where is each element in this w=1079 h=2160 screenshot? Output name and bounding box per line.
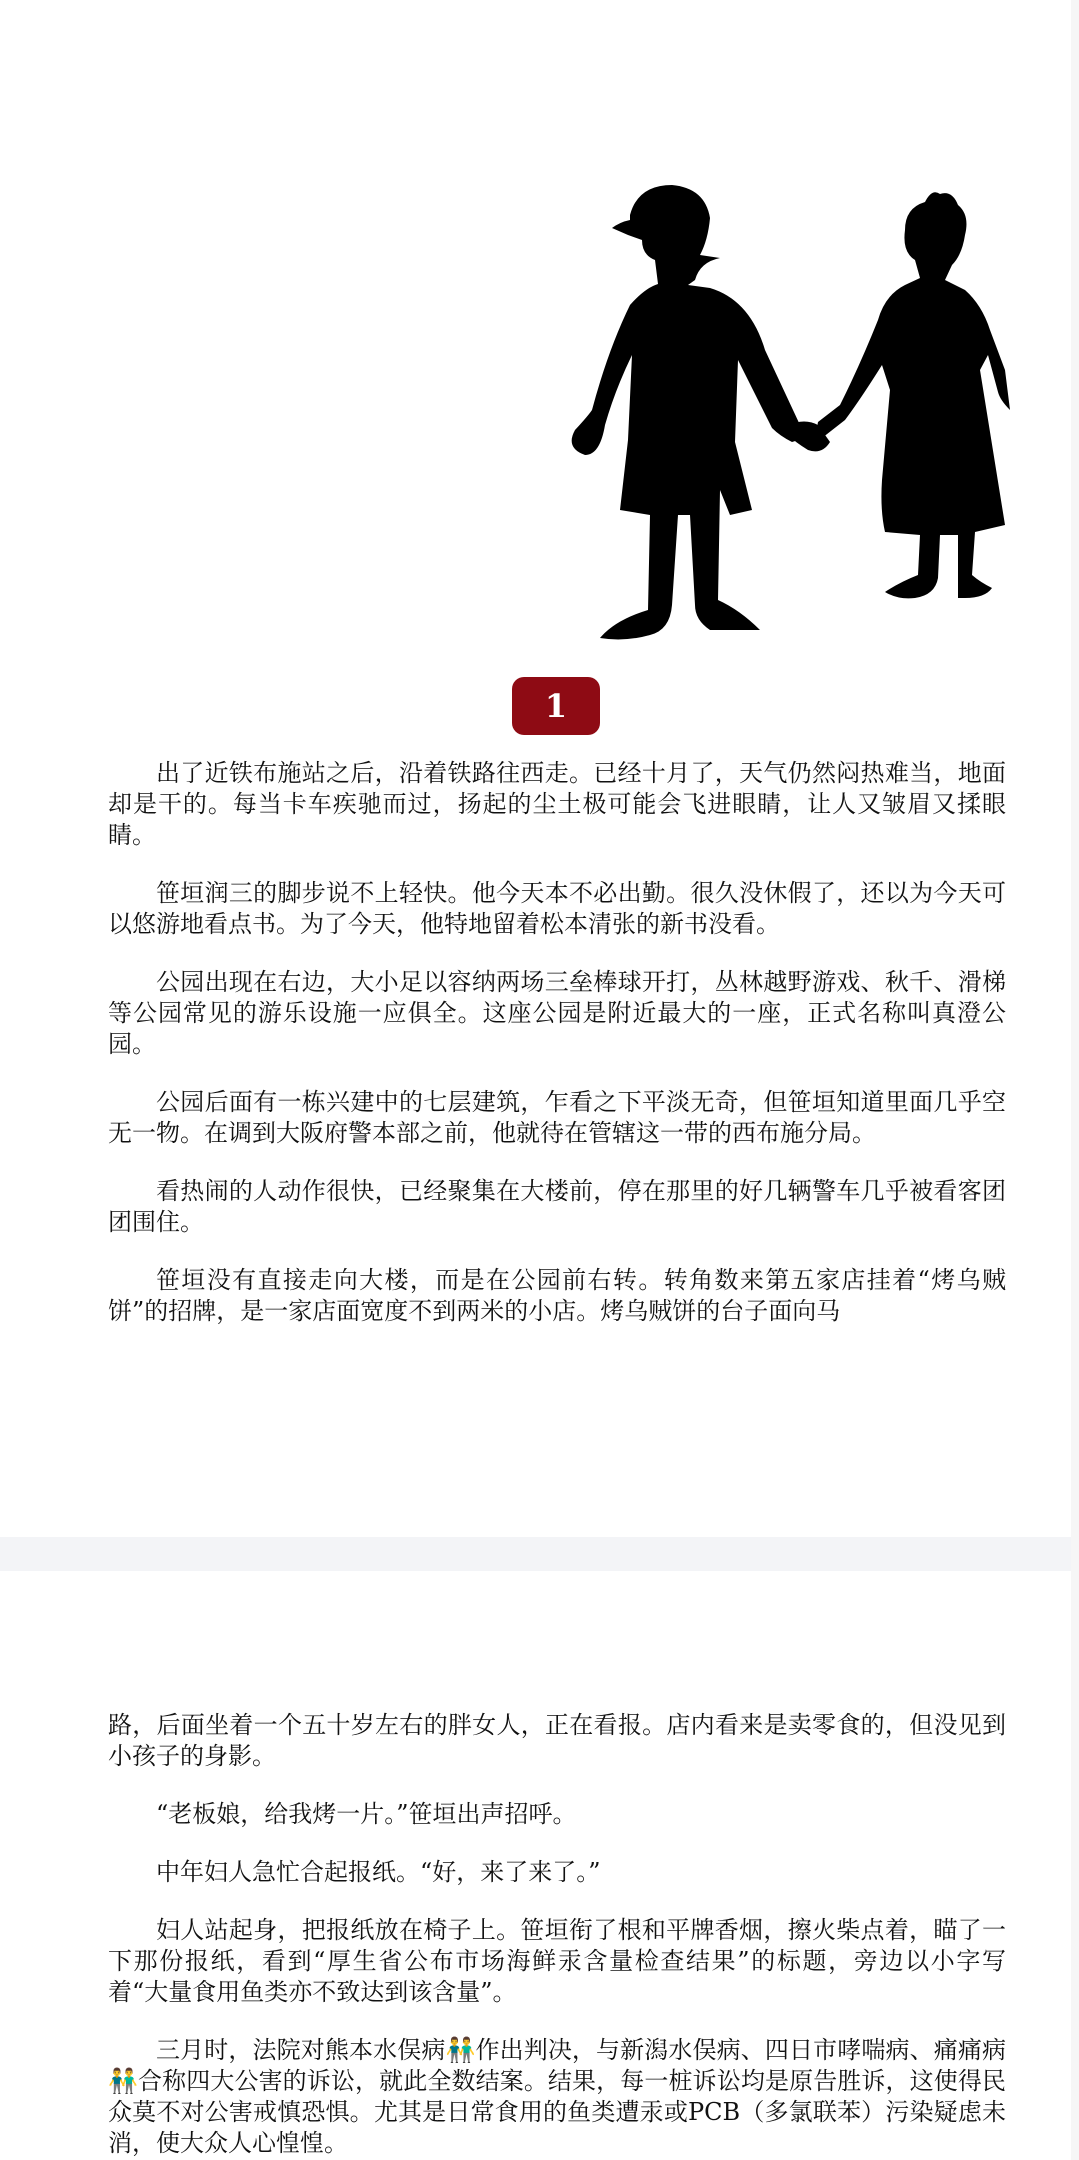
paragraph-continued: 路，后面坐着一个五十岁左右的胖女人，正在看报。店内看来是卖零食的，但没见到小孩子的身影。 xyxy=(108,1711,1006,1770)
paragraph: 出了近铁布施站之后，沿着铁路往西走。已经十月了，天气仍然闷热难当，地面却是干的。每当卡车疾驰而过，扬起的尘土极可能会飞进眼睛，让人又皱眉又揉眼睛。 xyxy=(108,759,1006,849)
paragraph: 公园后面有一栋兴建中的七层建筑，乍看之下平淡无奇，但笹垣知道里面几乎空无一物。在调到大阪府警本部之前，他就待在管辖这一带的西布施分局。 xyxy=(108,1088,1006,1147)
paragraph: 笹垣没有直接走向大楼，而是在公园前右转。转角数来第五家店挂着“烤乌贼饼”的招牌，是一家店面宽度不到两米的小店。烤乌贼饼的台子面向马 xyxy=(108,1266,1006,1325)
paragraph: 中年妇人急忙合起报纸。“好，来了来了。” xyxy=(156,1858,601,1886)
paragraph: 笹垣润三的脚步说不上轻快。他今天本不必出勤。很久没休假了，还以为今天可以悠游地看点书。为了今天，他特地留着松本清张的新书没看。 xyxy=(108,879,1006,938)
chapter-number-badge: 1 xyxy=(512,677,600,735)
page-edge-scroll-area[interactable] xyxy=(1071,0,1079,2160)
paragraph: “老板娘，给我烤一片。”笹垣出声招呼。 xyxy=(156,1800,577,1828)
paragraph: 三月时，法院对熊本水俣病👬作出判决，与新潟水俣病、四日市哮喘病、痛痛病👬合称四大公害的诉讼，就此全数结案。结果，每一桩诉讼均是原告胜诉，这使得民众莫不对公害戒慎恐惧。尤其是日常食用的鱼类遭汞或PCB（多氯联苯）污染疑虑未消，使大众人心惶惶。 xyxy=(108,2036,1006,2157)
page-1-text xyxy=(108,758,1006,1354)
page-2-text xyxy=(108,1710,1006,2160)
paragraph: 公园出现在右边，大小足以容纳两场三垒棒球开打，丛林越野游戏、秋千、滑梯等公园常见的游乐设施一应俱全。这座公园是附近最大的一座，正式名称叫真澄公园。 xyxy=(108,968,1006,1058)
paragraph: 妇人站起身，把报纸放在椅子上。笹垣衔了根和平牌香烟，擦火柴点着，瞄了一下那份报纸，看到“厚生省公布市场海鲜汞含量检查结果”的标题，旁边以小字写着“大量食用鱼类亦不致达到该含量”。 xyxy=(108,1916,1006,2006)
paragraph: 看热闹的人动作很快，已经聚集在大楼前，停在那里的好几辆警车几乎被看客团团围住。 xyxy=(108,1177,1006,1236)
page-separator xyxy=(0,1537,1079,1571)
children-holding-hands-silhouette-icon xyxy=(560,180,1020,660)
